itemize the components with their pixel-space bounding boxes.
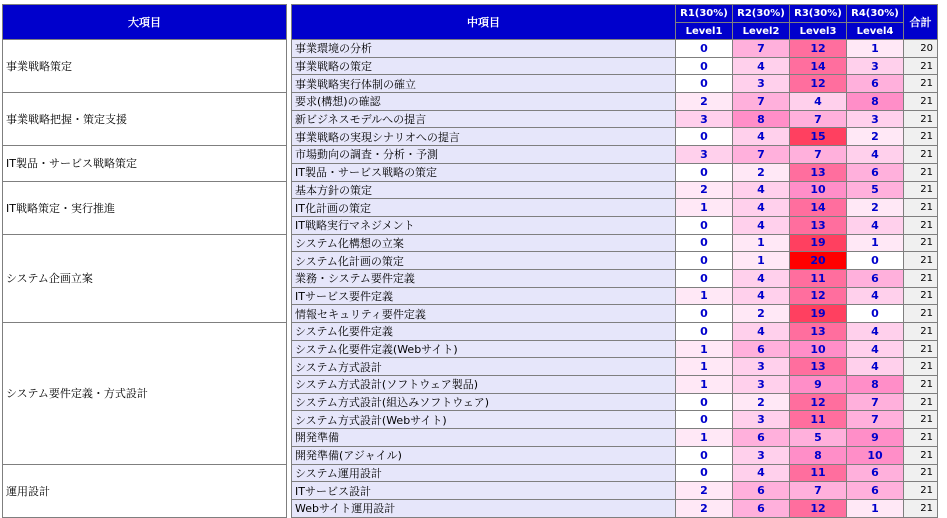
level-3-count: 11 xyxy=(790,464,847,482)
level-4-count: 2 xyxy=(847,199,904,217)
level-2-count: 6 xyxy=(733,482,790,500)
level-4-count: 0 xyxy=(847,305,904,323)
level-2-count: 7 xyxy=(733,146,790,164)
level-4-count: 7 xyxy=(847,411,904,429)
level-1-count: 0 xyxy=(676,216,733,234)
level-4-count: 3 xyxy=(847,110,904,128)
level-2-count: 7 xyxy=(733,40,790,58)
level-1-count: 0 xyxy=(676,75,733,93)
level-2-count: 3 xyxy=(733,446,790,464)
row-total: 21 xyxy=(904,234,938,252)
header-total: 合計 xyxy=(904,5,938,40)
level-1-count: 0 xyxy=(676,411,733,429)
level-1-count: 3 xyxy=(676,146,733,164)
level-2-count: 4 xyxy=(733,216,790,234)
minor-category: システム方式設計(組込みソフトウェア) xyxy=(292,393,676,411)
row-total: 21 xyxy=(904,429,938,447)
level-4-count: 3 xyxy=(847,57,904,75)
level-1-count: 0 xyxy=(676,163,733,181)
level-1-count: 1 xyxy=(676,287,733,305)
minor-category: 開発準備 xyxy=(292,429,676,447)
level-2-count: 4 xyxy=(733,128,790,146)
level-4-count: 4 xyxy=(847,323,904,341)
level-2-count: 1 xyxy=(733,234,790,252)
level-4-count: 4 xyxy=(847,340,904,358)
row-total: 21 xyxy=(904,446,938,464)
level-3-count: 12 xyxy=(790,499,847,517)
row-total: 21 xyxy=(904,376,938,394)
minor-category: システム方式設計 xyxy=(292,358,676,376)
row-total: 21 xyxy=(904,163,938,181)
level-1-count: 0 xyxy=(676,323,733,341)
minor-category: システム運用設計 xyxy=(292,464,676,482)
level-2-count: 2 xyxy=(733,163,790,181)
level-1-count: 0 xyxy=(676,57,733,75)
minor-category: 業務・システム要件定義 xyxy=(292,269,676,287)
level-1-count: 3 xyxy=(676,110,733,128)
level-1-count: 0 xyxy=(676,40,733,58)
row-total: 21 xyxy=(904,199,938,217)
row-total: 21 xyxy=(904,252,938,270)
level-3-count: 19 xyxy=(790,234,847,252)
level-3-count: 15 xyxy=(790,128,847,146)
level-2-count: 3 xyxy=(733,376,790,394)
level-3-count: 10 xyxy=(790,181,847,199)
minor-category: ITサービス設計 xyxy=(292,482,676,500)
minor-category: 開発準備(アジャイル) xyxy=(292,446,676,464)
level-4-count: 6 xyxy=(847,269,904,287)
level-1-count: 1 xyxy=(676,376,733,394)
minor-category: システム方式設計(Webサイト) xyxy=(292,411,676,429)
row-total: 21 xyxy=(904,57,938,75)
level-4-count: 6 xyxy=(847,163,904,181)
level-2-count: 2 xyxy=(733,305,790,323)
level-2-count: 3 xyxy=(733,358,790,376)
level-3-count: 12 xyxy=(790,287,847,305)
level-3-count: 19 xyxy=(790,305,847,323)
minor-category: 新ビジネスモデルへの提言 xyxy=(292,110,676,128)
minor-category: システム化要件定義 xyxy=(292,323,676,341)
row-total: 20 xyxy=(904,40,938,58)
header-round-r4: R4(30%) xyxy=(847,5,904,23)
row-total: 21 xyxy=(904,340,938,358)
level-1-count: 0 xyxy=(676,393,733,411)
row-total: 21 xyxy=(904,464,938,482)
level-2-count: 3 xyxy=(733,411,790,429)
level-4-count: 6 xyxy=(847,464,904,482)
row-total: 21 xyxy=(904,393,938,411)
table-row xyxy=(3,181,938,199)
level-1-count: 0 xyxy=(676,269,733,287)
major-category: IT製品・サービス戦略策定 xyxy=(3,146,287,181)
level-3-count: 14 xyxy=(790,199,847,217)
level-4-count: 1 xyxy=(847,234,904,252)
level-3-count: 12 xyxy=(790,393,847,411)
header-round-r3: R3(30%) xyxy=(790,5,847,23)
level-4-count: 6 xyxy=(847,75,904,93)
level-4-count: 4 xyxy=(847,287,904,305)
level-4-count: 7 xyxy=(847,393,904,411)
row-total: 21 xyxy=(904,482,938,500)
level-1-count: 1 xyxy=(676,340,733,358)
minor-category: IT化計画の策定 xyxy=(292,199,676,217)
level-4-count: 4 xyxy=(847,358,904,376)
level-2-count: 4 xyxy=(733,287,790,305)
row-total: 21 xyxy=(904,75,938,93)
level-2-count: 3 xyxy=(733,75,790,93)
level-3-count: 10 xyxy=(790,340,847,358)
level-3-count: 13 xyxy=(790,163,847,181)
minor-category: システム化計画の策定 xyxy=(292,252,676,270)
level-1-count: 1 xyxy=(676,199,733,217)
table-row xyxy=(3,323,938,341)
level-4-count: 8 xyxy=(847,93,904,111)
level-4-count: 1 xyxy=(847,40,904,58)
level-4-count: 8 xyxy=(847,376,904,394)
major-category: システム企画立案 xyxy=(3,234,287,322)
table-row xyxy=(3,93,938,111)
level-2-count: 7 xyxy=(733,93,790,111)
header-minor: 中項目 xyxy=(292,5,676,40)
header-level-2: Level2 xyxy=(733,23,790,40)
level-1-count: 0 xyxy=(676,305,733,323)
minor-category: ITサービス要件定義 xyxy=(292,287,676,305)
row-total: 21 xyxy=(904,305,938,323)
table-row xyxy=(3,464,938,482)
header-major: 大項目 xyxy=(3,5,287,40)
level-2-count: 4 xyxy=(733,269,790,287)
minor-category: 事業戦略の策定 xyxy=(292,57,676,75)
level-1-count: 1 xyxy=(676,358,733,376)
minor-category: システム化構想の立案 xyxy=(292,234,676,252)
level-2-count: 4 xyxy=(733,464,790,482)
level-3-count: 5 xyxy=(790,429,847,447)
level-3-count: 8 xyxy=(790,446,847,464)
row-total: 21 xyxy=(904,128,938,146)
header-level-3: Level3 xyxy=(790,23,847,40)
level-1-count: 2 xyxy=(676,181,733,199)
level-1-count: 0 xyxy=(676,464,733,482)
level-3-count: 14 xyxy=(790,57,847,75)
minor-category: IT製品・サービス戦略の策定 xyxy=(292,163,676,181)
major-category: システム要件定義・方式設計 xyxy=(3,323,287,465)
level-4-count: 10 xyxy=(847,446,904,464)
table-row xyxy=(3,40,938,58)
level-4-count: 1 xyxy=(847,499,904,517)
level-1-count: 2 xyxy=(676,482,733,500)
level-2-count: 4 xyxy=(733,181,790,199)
level-2-count: 1 xyxy=(733,252,790,270)
level-2-count: 4 xyxy=(733,199,790,217)
level-3-count: 13 xyxy=(790,358,847,376)
level-2-count: 6 xyxy=(733,499,790,517)
minor-category: IT戦略実行マネジメント xyxy=(292,216,676,234)
major-category: 運用設計 xyxy=(3,464,287,517)
level-2-count: 6 xyxy=(733,429,790,447)
level-3-count: 11 xyxy=(790,269,847,287)
minor-category: 事業環境の分析 xyxy=(292,40,676,58)
level-2-count: 4 xyxy=(733,57,790,75)
level-1-count: 0 xyxy=(676,446,733,464)
level-2-count: 4 xyxy=(733,323,790,341)
row-total: 21 xyxy=(904,323,938,341)
level-1-count: 0 xyxy=(676,128,733,146)
row-total: 21 xyxy=(904,216,938,234)
header-level-4: Level4 xyxy=(847,23,904,40)
minor-category: システム方式設計(ソフトウェア製品) xyxy=(292,376,676,394)
minor-category: 要求(構想)の確認 xyxy=(292,93,676,111)
level-3-count: 7 xyxy=(790,482,847,500)
row-total: 21 xyxy=(904,269,938,287)
header-round-r2: R2(30%) xyxy=(733,5,790,23)
header-level-1: Level1 xyxy=(676,23,733,40)
row-total: 21 xyxy=(904,93,938,111)
minor-category: システム化要件定義(Webサイト) xyxy=(292,340,676,358)
level-4-count: 9 xyxy=(847,429,904,447)
level-4-count: 0 xyxy=(847,252,904,270)
major-category: 事業戦略策定 xyxy=(3,40,287,93)
row-total: 21 xyxy=(904,358,938,376)
level-2-count: 8 xyxy=(733,110,790,128)
level-3-count: 12 xyxy=(790,75,847,93)
row-total: 21 xyxy=(904,499,938,517)
row-total: 21 xyxy=(904,110,938,128)
level-1-count: 2 xyxy=(676,499,733,517)
level-4-count: 4 xyxy=(847,146,904,164)
level-1-count: 0 xyxy=(676,252,733,270)
row-total: 21 xyxy=(904,411,938,429)
level-1-count: 0 xyxy=(676,234,733,252)
level-4-count: 5 xyxy=(847,181,904,199)
major-category: IT戦略策定・実行推進 xyxy=(3,181,287,234)
minor-category: Webサイト運用設計 xyxy=(292,499,676,517)
level-1-count: 1 xyxy=(676,429,733,447)
level-3-count: 13 xyxy=(790,323,847,341)
skill-level-table xyxy=(2,4,938,518)
minor-category: 市場動向の調査・分析・予測 xyxy=(292,146,676,164)
level-1-count: 2 xyxy=(676,93,733,111)
header-round-r1: R1(30%) xyxy=(676,5,733,23)
level-3-count: 4 xyxy=(790,93,847,111)
minor-category: 事業戦略実行体制の確立 xyxy=(292,75,676,93)
level-4-count: 6 xyxy=(847,482,904,500)
minor-category: 情報セキュリティ要件定義 xyxy=(292,305,676,323)
table-row xyxy=(3,234,938,252)
row-total: 21 xyxy=(904,146,938,164)
level-3-count: 13 xyxy=(790,216,847,234)
row-total: 21 xyxy=(904,181,938,199)
level-2-count: 2 xyxy=(733,393,790,411)
level-3-count: 20 xyxy=(790,252,847,270)
level-3-count: 7 xyxy=(790,110,847,128)
level-3-count: 7 xyxy=(790,146,847,164)
level-4-count: 2 xyxy=(847,128,904,146)
level-3-count: 9 xyxy=(790,376,847,394)
level-2-count: 6 xyxy=(733,340,790,358)
level-4-count: 4 xyxy=(847,216,904,234)
table-row xyxy=(3,146,938,164)
minor-category: 事業戦略の実現シナリオへの提言 xyxy=(292,128,676,146)
minor-category: 基本方針の策定 xyxy=(292,181,676,199)
table-body xyxy=(3,40,938,518)
level-3-count: 12 xyxy=(790,40,847,58)
level-3-count: 11 xyxy=(790,411,847,429)
row-total: 21 xyxy=(904,287,938,305)
major-category: 事業戦略把握・策定支援 xyxy=(3,93,287,146)
